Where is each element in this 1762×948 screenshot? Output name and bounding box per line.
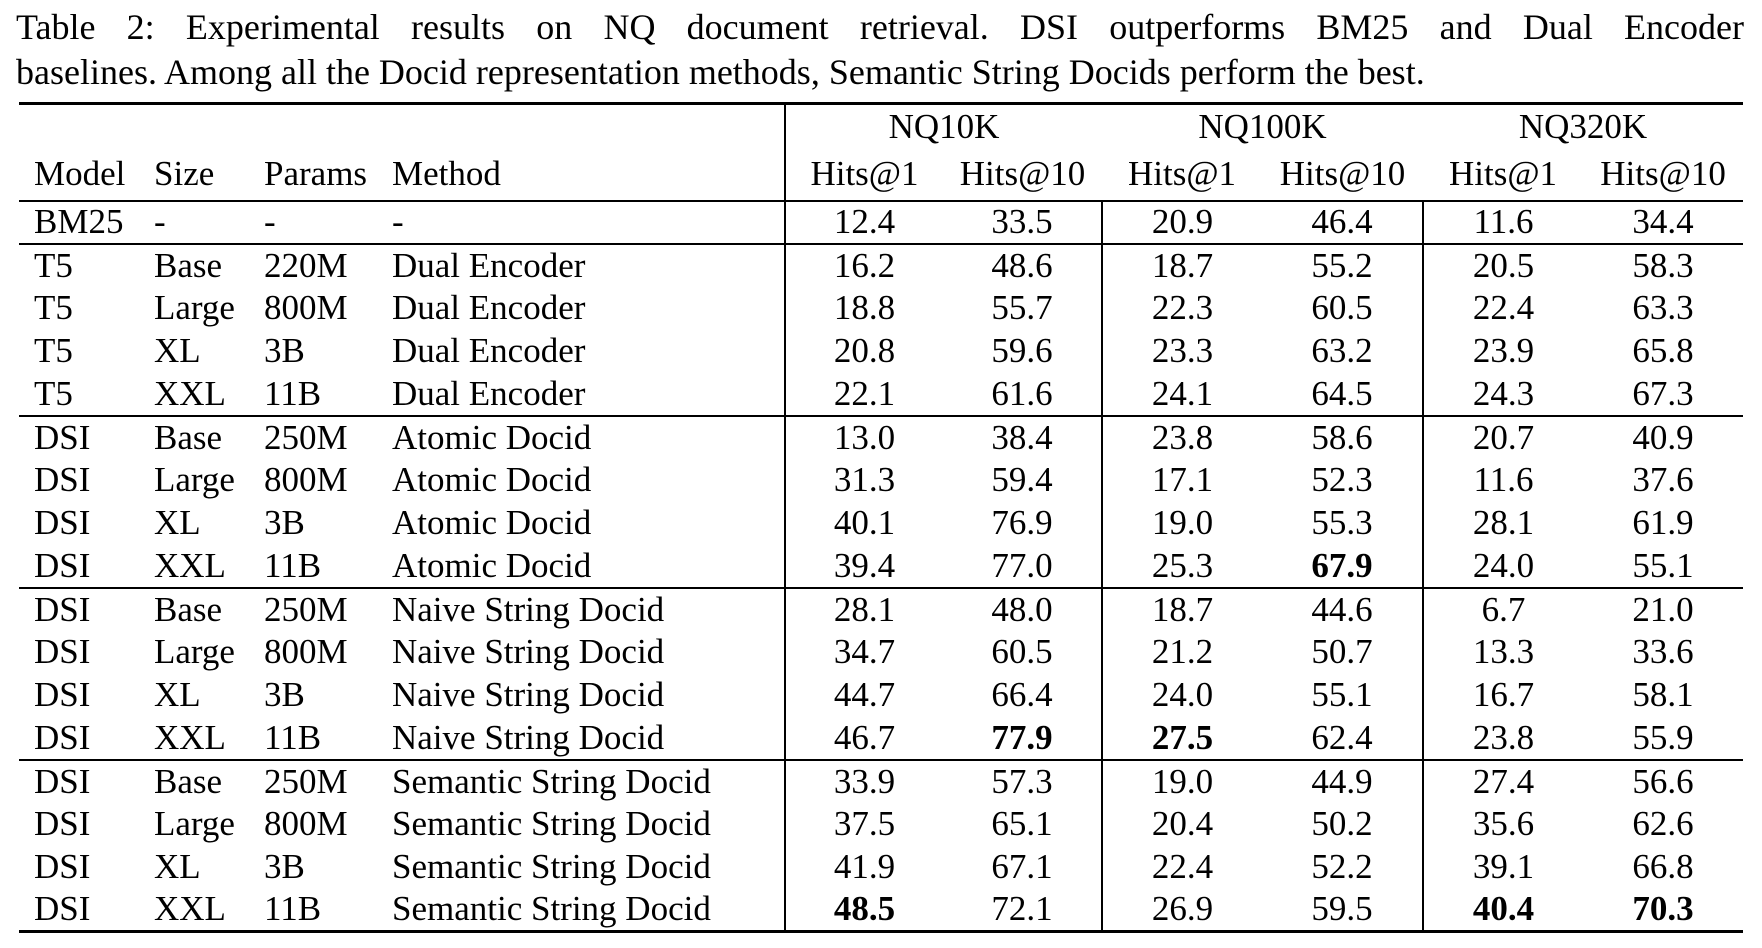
col-header-hits10-nq320k: Hits@10 [1600, 154, 1726, 193]
cell-params: 11B [264, 373, 322, 413]
cell-value: 17.1 [1102, 459, 1262, 502]
cell-value: 55.2 [1311, 245, 1373, 285]
cell-value: 44.9 [1311, 761, 1373, 801]
table-row [19, 502, 1743, 545]
cell-value: 33.6 [1632, 632, 1694, 671]
cell-value: 61.6 [991, 373, 1053, 413]
table-row [19, 846, 1743, 889]
cell-value: 46.7 [785, 717, 943, 760]
cell-method: Atomic Docid [392, 503, 592, 542]
cell-value: 27.4 [1423, 760, 1583, 803]
cell-value: 67.9 [1311, 545, 1373, 585]
cell-params: 3B [264, 675, 305, 714]
table-row [19, 201, 1743, 244]
cell-method: Naive String Docid [392, 717, 665, 757]
cell-method: Dual Encoder [392, 245, 586, 285]
cell-method: Naive String Docid [392, 675, 665, 714]
cell-method: Semantic String Docid [392, 804, 711, 843]
cell-value: 31.3 [785, 459, 943, 502]
cell-params: 11B [264, 717, 322, 757]
table-row [19, 889, 1743, 932]
cell-value: 33.5 [991, 202, 1053, 241]
cell-size: XL [154, 503, 201, 542]
cell-value: 58.3 [1632, 245, 1694, 285]
cell-value: 44.6 [1311, 589, 1373, 629]
table-row [19, 373, 1743, 416]
caption-line-1: Table 2: Experimental results on NQ document retrieval. DSI outperforms BM25 and Dual Encoder [16, 7, 1744, 47]
header-spacer [19, 104, 785, 149]
cell-value: 52.2 [1311, 847, 1373, 886]
cell-value: 62.4 [1311, 717, 1373, 757]
table-row [19, 588, 1743, 631]
cell-value: 58.1 [1632, 675, 1694, 714]
cell-size: - [154, 202, 166, 241]
cell-value: 40.9 [1632, 417, 1694, 457]
cell-size: XXL [154, 889, 226, 929]
cell-value: 13.3 [1423, 631, 1583, 674]
col-header-params: Params [264, 154, 368, 193]
cell-value: 50.2 [1311, 804, 1373, 843]
cell-model: DSI [34, 632, 91, 671]
cell-params: 800M [264, 288, 348, 327]
cell-value: 11.6 [1423, 201, 1583, 244]
cell-value: 59.5 [1311, 889, 1373, 929]
col-header-hits1-nq320k: Hits@1 [1448, 154, 1558, 193]
cell-value: 56.6 [1632, 761, 1694, 801]
cell-size: Base [154, 761, 223, 801]
cell-model: T5 [34, 331, 73, 370]
cell-method: - [392, 202, 404, 241]
col-header-hits10-nq10k: Hits@10 [959, 154, 1086, 193]
cell-method: Naive String Docid [392, 632, 665, 671]
cell-value: 72.1 [991, 889, 1053, 929]
cell-model: DSI [34, 717, 91, 757]
cell-params: 3B [264, 331, 305, 370]
cell-value: 66.8 [1632, 847, 1694, 886]
cell-value: 70.3 [1632, 889, 1694, 929]
paper-table-figure [0, 5, 1762, 948]
table-row [19, 674, 1743, 717]
cell-method: Semantic String Docid [392, 889, 711, 929]
cell-value: 22.3 [1102, 287, 1262, 330]
cell-method: Dual Encoder [392, 331, 586, 370]
cell-value: 27.5 [1102, 717, 1262, 760]
group-header-nq100k: NQ100K [1198, 106, 1327, 146]
cell-value: 37.6 [1632, 460, 1694, 499]
cell-value: 23.9 [1423, 330, 1583, 373]
cell-size: Large [154, 804, 235, 843]
cell-value: 20.7 [1423, 416, 1583, 459]
cell-params: 800M [264, 460, 348, 499]
cell-model: DSI [34, 417, 91, 457]
col-header-size: Size [154, 154, 215, 193]
cell-value: 76.9 [991, 503, 1053, 542]
cell-params: 3B [264, 503, 305, 542]
cell-value: 60.5 [991, 632, 1053, 671]
cell-value: 22.1 [785, 373, 943, 416]
cell-value: 37.5 [785, 803, 943, 846]
cell-value: 64.5 [1311, 373, 1373, 413]
group-header-row [19, 104, 1743, 149]
cell-value: 23.8 [1423, 717, 1583, 760]
cell-size: XXL [154, 373, 226, 413]
cell-value: 48.0 [991, 589, 1053, 629]
cell-params: - [264, 202, 276, 241]
cell-value: 77.9 [991, 717, 1053, 757]
cell-model: DSI [34, 675, 91, 714]
cell-value: 24.0 [1102, 674, 1262, 717]
cell-params: 220M [264, 245, 348, 285]
cell-size: XXL [154, 545, 226, 585]
cell-value: 62.6 [1632, 804, 1694, 843]
cell-value: 18.7 [1102, 244, 1262, 287]
cell-size: XL [154, 675, 201, 714]
table-row [19, 631, 1743, 674]
cell-params: 250M [264, 761, 348, 801]
cell-model: DSI [34, 589, 91, 629]
cell-value: 25.3 [1102, 545, 1262, 588]
cell-value: 28.1 [785, 588, 943, 631]
cell-model: DSI [34, 847, 91, 886]
cell-value: 23.3 [1102, 330, 1262, 373]
cell-value: 40.1 [785, 502, 943, 545]
cell-value: 63.2 [1311, 331, 1373, 370]
cell-value: 55.3 [1311, 503, 1373, 542]
col-header-method: Method [392, 154, 501, 193]
cell-params: 11B [264, 889, 322, 929]
cell-value: 48.6 [991, 245, 1053, 285]
cell-value: 20.8 [785, 330, 943, 373]
cell-value: 55.7 [991, 288, 1053, 327]
section-dual-encoder [19, 244, 1743, 416]
table-row [19, 545, 1743, 588]
table-caption [16, 5, 1744, 95]
table-row [19, 244, 1743, 287]
cell-value: 24.1 [1102, 373, 1262, 416]
cell-value: 60.5 [1311, 288, 1373, 327]
cell-size: Large [154, 632, 235, 671]
cell-model: DSI [34, 503, 91, 542]
cell-value: 19.0 [1102, 502, 1262, 545]
cell-value: 13.0 [785, 416, 943, 459]
table-row [19, 717, 1743, 760]
cell-method: Dual Encoder [392, 373, 586, 413]
cell-value: 41.9 [785, 846, 943, 889]
cell-params: 11B [264, 545, 322, 585]
table-row [19, 330, 1743, 373]
table-row [19, 416, 1743, 459]
cell-value: 23.8 [1102, 416, 1262, 459]
cell-value: 46.4 [1311, 202, 1373, 241]
cell-value: 52.3 [1311, 460, 1373, 499]
cell-value: 22.4 [1102, 846, 1262, 889]
cell-value: 33.9 [785, 760, 943, 803]
cell-method: Semantic String Docid [392, 761, 711, 801]
cell-model: DSI [34, 761, 91, 801]
results-table [19, 102, 1743, 933]
cell-params: 800M [264, 804, 348, 843]
cell-params: 800M [264, 632, 348, 671]
cell-value: 16.7 [1423, 674, 1583, 717]
cell-value: 12.4 [785, 201, 943, 244]
cell-method: Atomic Docid [392, 460, 592, 499]
cell-value: 61.9 [1632, 503, 1694, 542]
cell-value: 40.4 [1423, 889, 1583, 932]
cell-value: 26.9 [1102, 889, 1262, 932]
cell-value: 24.3 [1423, 373, 1583, 416]
cell-value: 20.5 [1423, 244, 1583, 287]
cell-value: 21.0 [1632, 589, 1694, 629]
cell-value: 59.6 [991, 331, 1053, 370]
cell-size: XL [154, 847, 201, 886]
cell-model: T5 [34, 288, 73, 327]
cell-method: Atomic Docid [392, 417, 592, 457]
cell-value: 67.1 [991, 847, 1053, 886]
cell-value: 39.1 [1423, 846, 1583, 889]
section-atomic-docid [19, 416, 1743, 588]
cell-value: 20.9 [1102, 201, 1262, 244]
cell-value: 34.4 [1632, 202, 1694, 241]
section-semantic-string-docid [19, 760, 1743, 932]
cell-model: T5 [34, 373, 73, 413]
cell-model: DSI [34, 804, 91, 843]
cell-value: 55.9 [1632, 717, 1694, 757]
group-header-nq320k: NQ320K [1518, 106, 1648, 146]
cell-value: 48.5 [785, 889, 943, 932]
cell-model: DSI [34, 889, 91, 929]
cell-value: 67.3 [1632, 373, 1694, 413]
cell-value: 55.1 [1311, 675, 1373, 714]
cell-value: 22.4 [1423, 287, 1583, 330]
cell-value: 39.4 [785, 545, 943, 588]
cell-value: 65.1 [991, 804, 1053, 843]
cell-model: DSI [34, 545, 91, 585]
cell-value: 55.1 [1632, 545, 1694, 585]
cell-method: Atomic Docid [392, 545, 592, 585]
cell-method: Naive String Docid [392, 589, 665, 629]
cell-model: BM25 [34, 202, 124, 241]
cell-value: 28.1 [1423, 502, 1583, 545]
cell-size: XXL [154, 717, 226, 757]
cell-value: 20.4 [1102, 803, 1262, 846]
cell-value: 77.0 [991, 545, 1053, 585]
col-header-hits1-nq10k: Hits@1 [785, 149, 943, 201]
cell-size: Large [154, 460, 235, 499]
cell-value: 65.8 [1632, 331, 1694, 370]
cell-value: 18.8 [785, 287, 943, 330]
section-bm25 [19, 201, 1743, 244]
cell-value: 6.7 [1423, 588, 1583, 631]
cell-value: 24.0 [1423, 545, 1583, 588]
caption-line-2: baselines. Among all the Docid representation methods, Semantic String Docids perform the best. [16, 52, 1425, 92]
cell-value: 63.3 [1632, 288, 1694, 327]
cell-value: 16.2 [785, 244, 943, 287]
cell-size: XL [154, 331, 201, 370]
col-header-hits1-nq100k: Hits@1 [1127, 154, 1237, 193]
col-header-model: Model [34, 154, 126, 193]
cell-params: 250M [264, 417, 348, 457]
column-header-row [19, 149, 1743, 201]
table-row [19, 760, 1743, 803]
cell-value: 21.2 [1102, 631, 1262, 674]
table-header [19, 104, 1743, 201]
col-header-hits10-nq100k: Hits@10 [1279, 154, 1406, 193]
cell-method: Dual Encoder [392, 288, 586, 327]
cell-size: Large [154, 288, 235, 327]
cell-value: 38.4 [991, 417, 1053, 457]
cell-params: 250M [264, 589, 348, 629]
cell-size: Base [154, 245, 223, 285]
group-header-nq10k: NQ10K [785, 104, 1102, 149]
cell-value: 57.3 [991, 761, 1053, 801]
cell-value: 35.6 [1423, 803, 1583, 846]
cell-method: Semantic String Docid [392, 847, 711, 886]
cell-value: 66.4 [991, 675, 1053, 714]
cell-value: 11.6 [1423, 459, 1583, 502]
table-row [19, 459, 1743, 502]
cell-params: 3B [264, 847, 305, 886]
cell-value: 58.6 [1311, 417, 1373, 457]
cell-value: 18.7 [1102, 588, 1262, 631]
table-row [19, 287, 1743, 330]
section-naive-string-docid [19, 588, 1743, 760]
cell-value: 50.7 [1311, 632, 1373, 671]
cell-size: Base [154, 589, 223, 629]
cell-value: 44.7 [785, 674, 943, 717]
table-row [19, 803, 1743, 846]
cell-value: 19.0 [1102, 760, 1262, 803]
cell-value: 34.7 [785, 631, 943, 674]
cell-size: Base [154, 417, 223, 457]
cell-model: T5 [34, 245, 73, 285]
cell-model: DSI [34, 460, 91, 499]
cell-value: 59.4 [991, 460, 1053, 499]
